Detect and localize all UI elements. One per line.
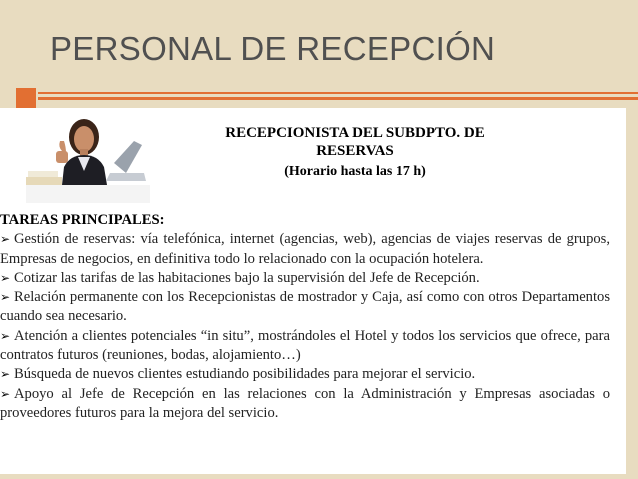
heading-subtitle: (Horario hasta las 17 h) (284, 164, 426, 179)
task-item (0, 230, 610, 269)
task-item (0, 385, 610, 424)
receptionist-photo (26, 111, 150, 203)
arrow-bullet-icon: ➢ (0, 386, 11, 401)
heading-line-2: RESERVAS (316, 143, 394, 159)
arrow-bullet-icon: ➢ (0, 232, 11, 247)
task-item-text: Cotizar las tarifas de las habitaciones bajo la supervisión del Jefe de Recepción. (14, 269, 480, 286)
accent-square (16, 88, 36, 108)
position-heading (170, 124, 540, 181)
task-item (0, 365, 610, 384)
task-item-text: Búsqueda de nuevos clientes estudiando posibilidades para mejorar el servicio. (14, 366, 476, 383)
tasks-label: TAREAS PRINCIPALES: (0, 212, 165, 228)
task-item-text: Gestión de reservas: vía telefónica, internet (agencias, web), agencias de viajes reservas de grupos, Empresas de negocios, en definitiva todo lo relacionado con la ocupación hotelera. (0, 231, 610, 267)
arrow-bullet-icon: ➢ (0, 367, 11, 382)
task-item (0, 288, 610, 327)
task-item-text: Atención a clientes potenciales “in situ”, mostrándoles el Hotel y todos los servicios que ofrece, para contratos futuros (reuniones, bodas, alojamiento…) (0, 327, 610, 364)
tasks-section (0, 211, 610, 423)
title-rule-thin (38, 92, 638, 94)
arrow-bullet-icon: ➢ (0, 270, 11, 285)
arrow-bullet-icon: ➢ (0, 290, 11, 305)
heading-line-1: RECEPCIONISTA DEL SUBDPTO. DE (225, 125, 485, 141)
task-item-text: Apoyo al Jefe de Recepción en las relaciones con la Administración y Empresas asociadas o proveedores futuros para la mejora del servicio. (0, 385, 610, 421)
task-item (0, 327, 610, 366)
content-panel (0, 108, 626, 474)
slide-title: PERSONAL DE RECEPCIÓN (50, 30, 496, 67)
title-rule-thick (38, 97, 638, 100)
task-item-text: Relación permanente con los Recepcionistas de mostrador y Caja, así como con otros Departamentos cuando sea necesario. (0, 289, 610, 325)
task-item (0, 269, 610, 288)
arrow-bullet-icon: ➢ (0, 328, 11, 343)
